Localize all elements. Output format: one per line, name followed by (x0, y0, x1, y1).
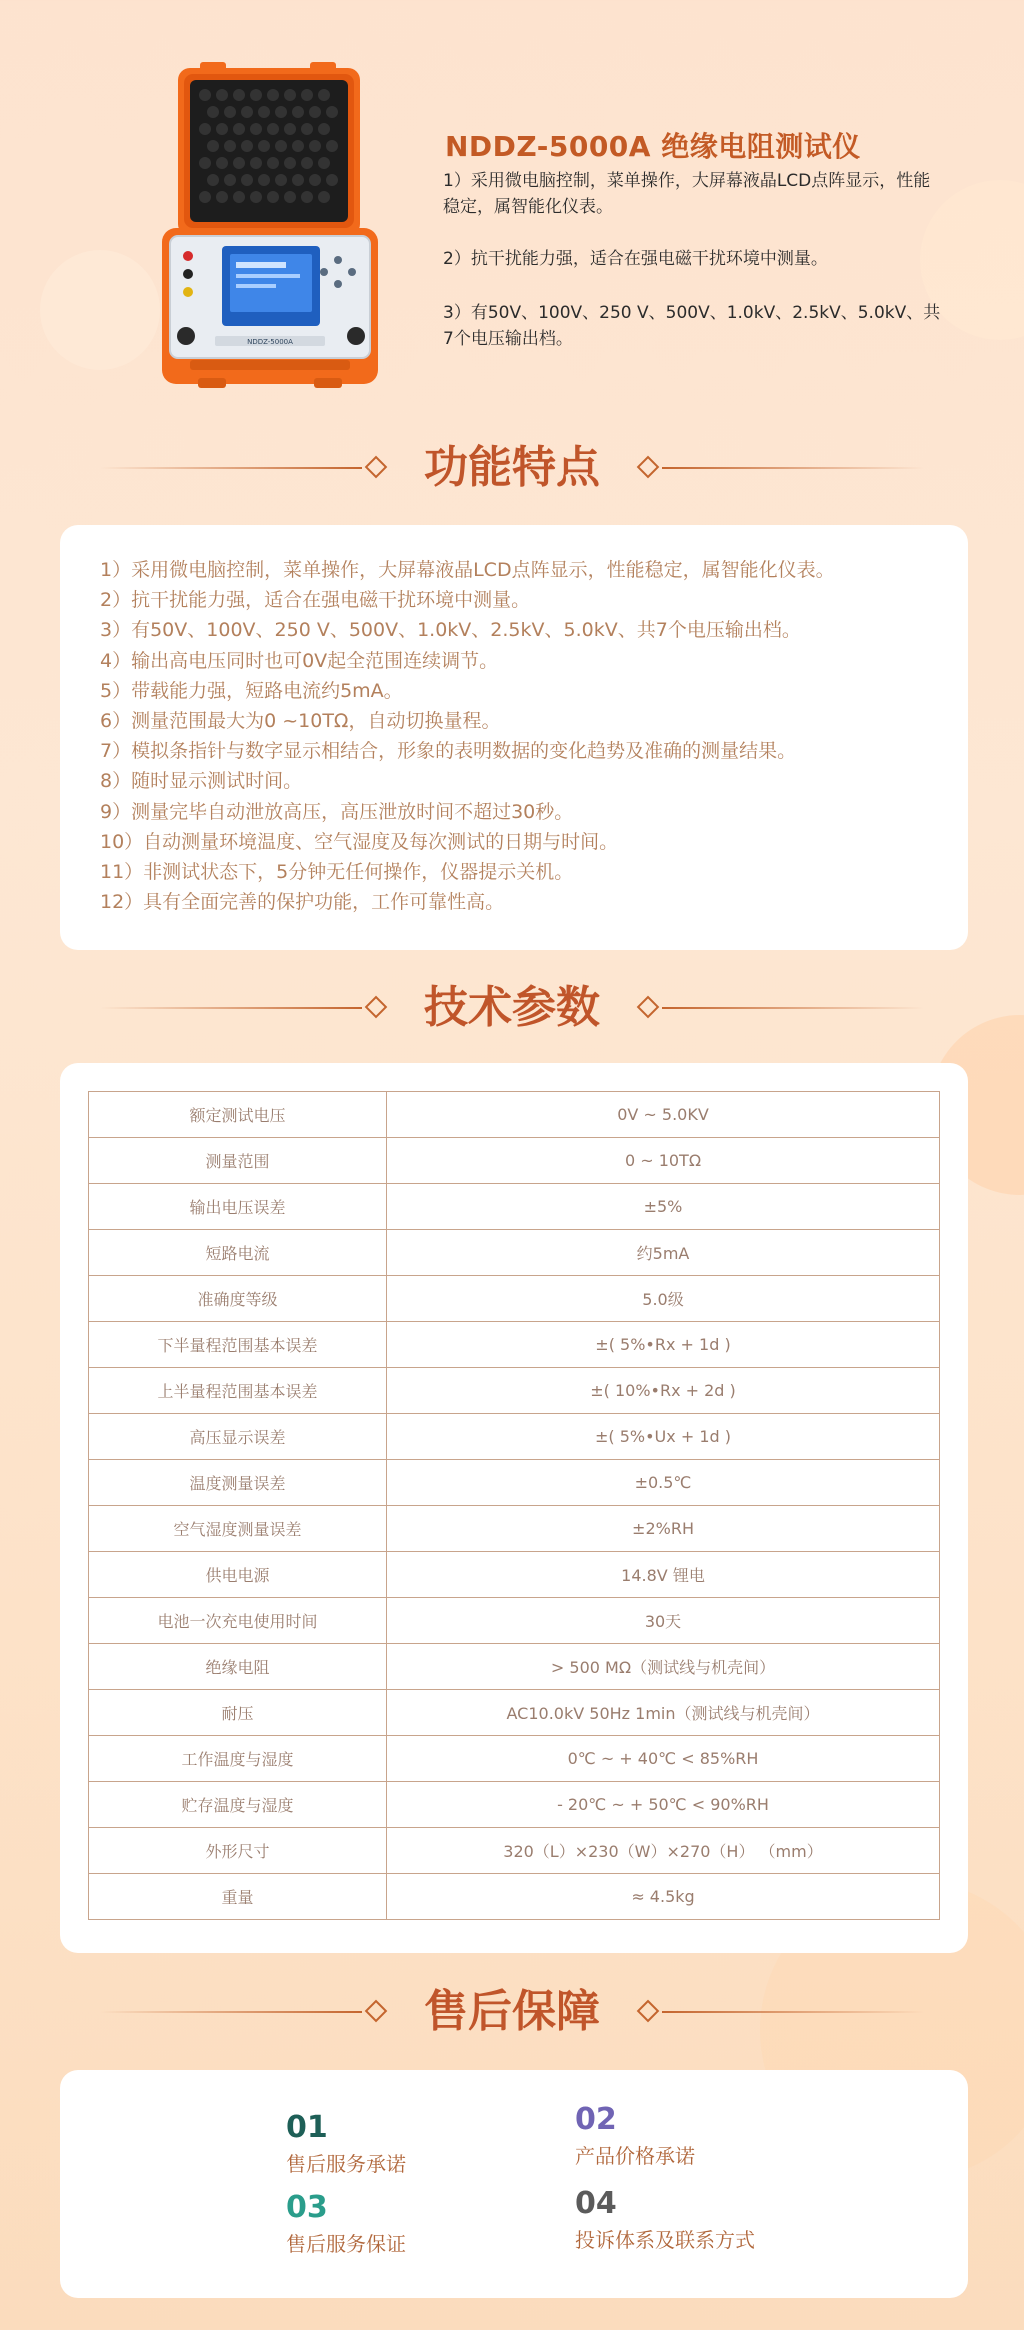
param-name: 温度测量误差 (89, 1460, 387, 1506)
product-image (160, 60, 380, 392)
param-name: 外形尺寸 (89, 1828, 387, 1874)
table-row (89, 1138, 940, 1184)
feature-item: 7）模拟条指针与数字显示相结合，形象的表明数据的变化趋势及准确的测量结果。 (100, 740, 797, 763)
feature-item: 2）抗干扰能力强，适合在强电磁干扰环境中测量。 (100, 589, 531, 612)
heading-line-right (662, 467, 924, 469)
service-label: 售后服务保证 (286, 2232, 406, 2256)
table-row (89, 1506, 940, 1552)
param-name: 重量 (89, 1874, 387, 1920)
decor-bubble (40, 250, 160, 370)
param-name: 绝缘电阻 (89, 1644, 387, 1690)
param-name: 下半量程范围基本误差 (89, 1322, 387, 1368)
param-name: 电池一次充电使用时间 (89, 1598, 387, 1644)
param-value: 约5mA (387, 1230, 940, 1276)
heading-line-right (662, 2011, 924, 2013)
feature-item: 4）输出高电压同时也可0V起全范围连续调节。 (100, 649, 499, 672)
table-row (89, 1322, 940, 1368)
param-value: ±( 10%•Rx + 2d ) (387, 1368, 940, 1414)
param-value: 14.8V 锂电 (387, 1552, 940, 1598)
param-name: 短路电流 (89, 1230, 387, 1276)
param-value: 0 ~ 10TΩ (387, 1138, 940, 1184)
heading-line-left (100, 467, 362, 469)
feature-item: 9）测量完毕自动泄放高压，高压泄放时间不超过30秒。 (100, 800, 574, 823)
service-item[interactable] (575, 2102, 695, 2170)
service-label: 产品价格承诺 (575, 2144, 695, 2168)
table-row (89, 1598, 940, 1644)
table-row (89, 1230, 940, 1276)
param-value: ≈ 4.5kg (387, 1874, 940, 1920)
param-name: 上半量程范围基本误差 (89, 1368, 387, 1414)
param-value: ±2%RH (387, 1506, 940, 1552)
service-card (60, 2070, 968, 2298)
feature-list (100, 555, 835, 917)
service-number: 01 (286, 2110, 328, 2145)
diamond-icon (637, 456, 660, 479)
service-number: 04 (575, 2186, 617, 2221)
product-title: NDDZ-5000A 绝缘电阻测试仪 (445, 130, 861, 163)
param-value: ±( 5%•Rx + 1d ) (387, 1322, 940, 1368)
feature-item: 6）测量范围最大为0 ~10TΩ，自动切换量程。 (100, 710, 501, 733)
table-row (89, 1644, 940, 1690)
feature-item: 1）采用微电脑控制，菜单操作，大屏幕液晶LCD点阵显示，性能稳定，属智能化仪表。 (100, 559, 835, 581)
table-row (89, 1414, 940, 1460)
diamond-icon (365, 996, 388, 1019)
features-section-heading (100, 438, 924, 498)
table-row (89, 1736, 940, 1782)
feature-item: 3）有50V、100V、250 V、500V、1.0kV、2.5kV、5.0kV、共7个电压输出档。 (100, 619, 801, 642)
table-row (89, 1460, 940, 1506)
param-name: 贮存温度与湿度 (89, 1782, 387, 1828)
table-row (89, 1690, 940, 1736)
table-row (89, 1552, 940, 1598)
diamond-icon (365, 456, 388, 479)
table-row (89, 1368, 940, 1414)
param-value: 0V ~ 5.0KV (387, 1092, 940, 1138)
param-name: 额定测试电压 (89, 1092, 387, 1138)
feature-item: 11）非测试状态下，5分钟无任何操作，仪器提示关机。 (100, 861, 574, 884)
feature-item: 12）具有全面完善的保护功能，工作可靠性高。 (100, 891, 505, 914)
param-name: 高压显示误差 (89, 1414, 387, 1460)
features-heading: 功能特点 (424, 442, 600, 493)
spec-table (88, 1091, 940, 1920)
param-name: 工作温度与湿度 (89, 1736, 387, 1782)
heading-line-left (100, 1007, 362, 1009)
param-value: ±5% (387, 1184, 940, 1230)
diamond-icon (637, 2000, 660, 2023)
service-heading: 售后保障 (424, 1986, 600, 2037)
diamond-icon (365, 2000, 388, 2023)
params-section-heading (100, 978, 924, 1038)
table-row (89, 1184, 940, 1230)
service-label: 售后服务承诺 (286, 2152, 406, 2176)
service-number: 03 (286, 2190, 328, 2225)
param-value: AC10.0kV 50Hz 1min（测试线与机壳间） (387, 1690, 940, 1736)
param-name: 输出电压误差 (89, 1184, 387, 1230)
table-row (89, 1874, 940, 1920)
param-value: - 20℃ ~ + 50℃ < 90%RH (387, 1782, 940, 1828)
params-heading: 技术参数 (424, 982, 600, 1033)
table-row (89, 1092, 940, 1138)
heading-line-left (100, 2011, 362, 2013)
service-item[interactable] (286, 2110, 406, 2178)
heading-line-right (662, 1007, 924, 1009)
device-label: NDDZ-5000A (247, 338, 293, 346)
product-intro-1: 1）采用微电脑控制，菜单操作，大屏幕液晶LCD点阵显示，性能稳定，属智能化仪表。 (443, 171, 931, 217)
param-name: 测量范围 (89, 1138, 387, 1184)
features-card (60, 525, 968, 950)
param-name: 供电电源 (89, 1552, 387, 1598)
table-row (89, 1276, 940, 1322)
feature-item: 5）带载能力强，短路电流约5mA。 (100, 679, 403, 702)
service-item[interactable] (575, 2186, 755, 2254)
param-value: ±0.5℃ (387, 1460, 940, 1506)
service-section-heading (100, 1982, 924, 2042)
product-intro-3: 3）有50V、100V、250 V、500V、1.0kV、2.5kV、5.0kV、共7个电压输出档。 (443, 303, 941, 349)
param-value: > 500 MΩ（测试线与机壳间） (387, 1644, 940, 1690)
params-card (60, 1063, 968, 1953)
param-value: 5.0级 (387, 1276, 940, 1322)
feature-item: 10）自动测量环境温度、空气湿度及每次测试的日期与时间。 (100, 830, 619, 853)
diamond-icon (637, 996, 660, 1019)
service-number: 02 (575, 2102, 617, 2137)
param-value: 0℃ ~ + 40℃ < 85%RH (387, 1736, 940, 1782)
param-name: 耐压 (89, 1690, 387, 1736)
param-name: 准确度等级 (89, 1276, 387, 1322)
product-intro-2: 2）抗干扰能力强，适合在强电磁干扰环境中测量。 (443, 249, 828, 269)
service-item[interactable] (286, 2190, 406, 2258)
service-label: 投诉体系及联系方式 (575, 2228, 755, 2252)
param-value: ±( 5%•Ux + 1d ) (387, 1414, 940, 1460)
param-value: 320（L）×230（W）×270（H） （mm） (387, 1828, 940, 1874)
table-row (89, 1828, 940, 1874)
param-name: 空气湿度测量误差 (89, 1506, 387, 1552)
param-value: 30天 (387, 1598, 940, 1644)
table-row (89, 1782, 940, 1828)
feature-item: 8）随时显示测试时间。 (100, 770, 303, 793)
